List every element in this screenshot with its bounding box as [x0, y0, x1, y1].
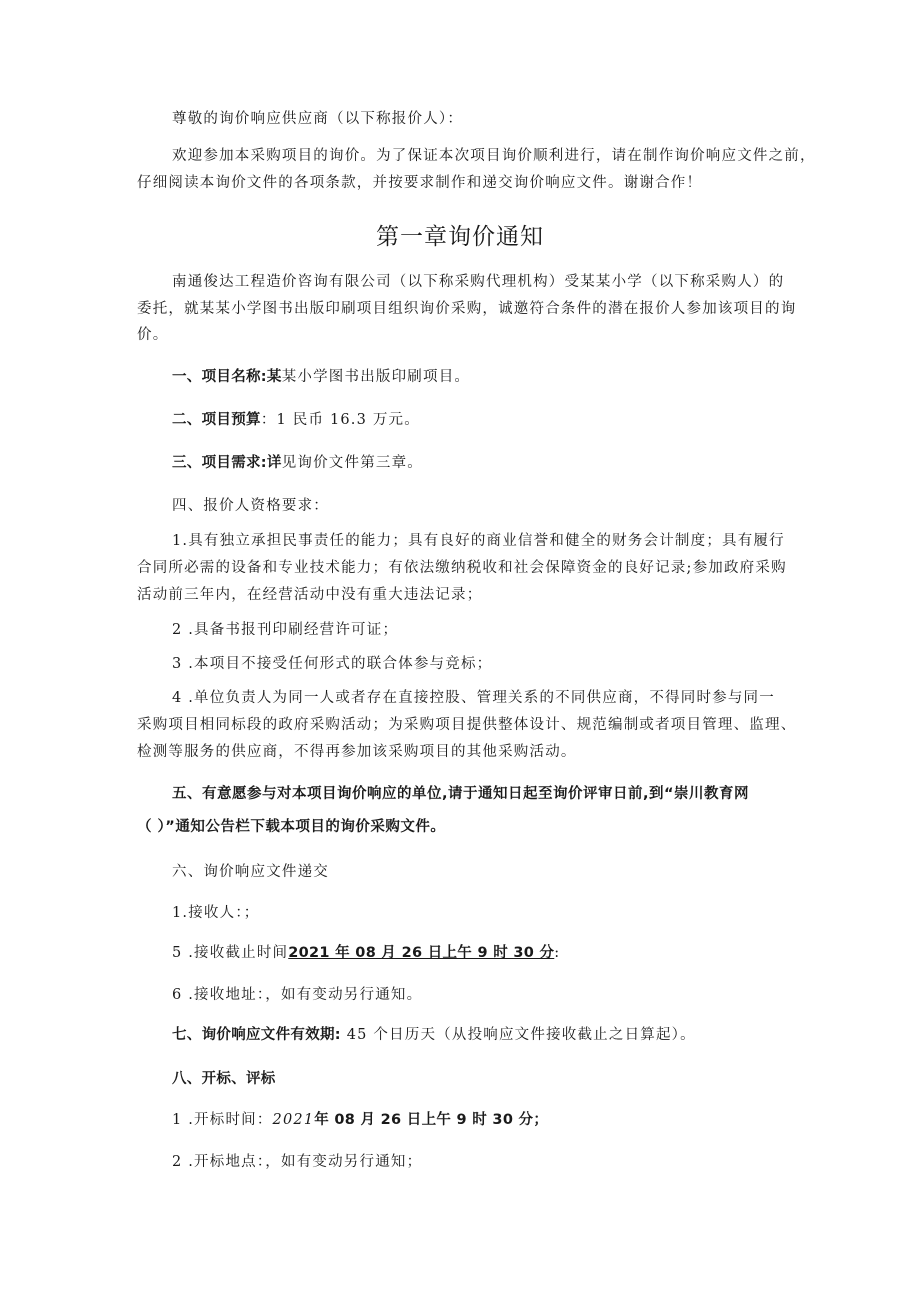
- notice-line-2: 委托，就某某小学图书出版印刷项目组织询价采购，诚邀符合条件的潜在报价人参加该项目的询: [137, 301, 797, 317]
- welcome-line-2: 仔细阅读本询价文件的各项条款，并按要求制作和递交询价响应文件。谢谢合作！: [137, 175, 703, 191]
- s8-item-2: 2 .开标地点：，如有变动另行通知；: [172, 1154, 423, 1170]
- s8-item-1-year: 2021: [272, 1112, 315, 1128]
- section-3: [172, 450, 822, 477]
- section-1-label: 一、项目名称:某: [172, 369, 282, 385]
- s6-item-3: 6 .接收地址：，如有变动另行通知。: [172, 987, 423, 1003]
- receive-deadline: 2021 年 08 月 26 日上午 9 时 30 分: [288, 945, 555, 961]
- s4-item-4-line-1: 4 .单位负责人为同一人或者存在直接控股、管理关系的不同供应商，不得同时参与同一: [172, 690, 775, 706]
- s4-item-3: 3 .本项目不接受任何形式的联合体参与竞标；: [172, 656, 493, 672]
- section-2: [172, 407, 822, 434]
- section-5-line-2: （ ）”通知公告栏下载本项目的询价采购文件。: [137, 819, 446, 835]
- s8-item-1: [172, 1107, 822, 1134]
- section-2-label: 二、项目预算: [172, 412, 261, 428]
- notice-line-3: 价。: [137, 327, 169, 343]
- s4-item-4-line-2: 采购项目相同标段的政府采购活动；为采购项目提供整体设计、规范编制或者项目管理、监理、: [137, 717, 797, 733]
- section-3-label: 三、项目需求:详: [172, 455, 282, 471]
- welcome-line-1: 欢迎参加本采购项目的询价。为了保证本次项目询价顺利进行，请在制作询价响应文件之前，: [172, 148, 816, 164]
- s4-item-1-line-3: 活动前三年内，在经营活动中没有重大违法记录；: [137, 587, 483, 603]
- section-3-value: 见询价文件第三章。: [281, 455, 424, 471]
- s4-item-1-line-2: 合同所必需的设备和专业技术能力；有依法缴纳税收和社会保障资金的良好记录;参加政府采购: [137, 560, 787, 576]
- section-7: [172, 1022, 822, 1049]
- section-1-value: 某小学图书出版印刷项目。: [281, 369, 471, 385]
- section-6-heading: 六、询价响应文件递交: [172, 864, 329, 880]
- section-7-label: 七、询价响应文件有效期:: [172, 1027, 341, 1043]
- s4-item-1-line-1: 1.具有独立承担民事责任的能力；具有良好的商业信誉和健全的财务会计制度；具有履行: [172, 533, 785, 549]
- chapter-title: 第一章询价通知: [376, 224, 544, 250]
- section-2-value: ：1 民币 16.3 万元。: [260, 412, 420, 428]
- section-8-heading: 八、开标、评标: [172, 1071, 276, 1087]
- section-5-line-1: 五、有意愿参与对本项目询价响应的单位,请于通知日起至询价评审日前,到“崇川教育网: [172, 786, 750, 802]
- s6-item-2-suffix: :: [554, 945, 561, 961]
- s8-item-1-prefix: 1 .开标时间：: [172, 1112, 273, 1128]
- s4-item-2: 2 .具备书报刊印刷经营许可证；: [172, 622, 399, 638]
- s4-item-4-line-3: 检测等服务的供应商，不得再参加该采购项目的其他采购活动。: [137, 744, 577, 760]
- notice-line-1: 南通俊达工程造价咨询有限公司（以下称采购代理机构）受某某小学（以下称采购人）的: [172, 274, 785, 290]
- section-4-heading: 四、报价人资格要求：: [172, 498, 329, 514]
- s6-item-2: [172, 940, 822, 967]
- s6-item-2-prefix: 5 .接收截止时间: [172, 945, 289, 961]
- section-1: [172, 364, 822, 391]
- section-7-value: 45 个日历天（从投响应文件接收截止之日算起）。: [346, 1027, 696, 1043]
- s8-item-1-rest: 年 08 月 26 日上午 9 时 30 分；: [314, 1112, 549, 1128]
- salutation: 尊敬的询价响应供应商（以下称报价人）：: [172, 111, 464, 127]
- s6-item-1: 1.接收人：；: [172, 905, 260, 921]
